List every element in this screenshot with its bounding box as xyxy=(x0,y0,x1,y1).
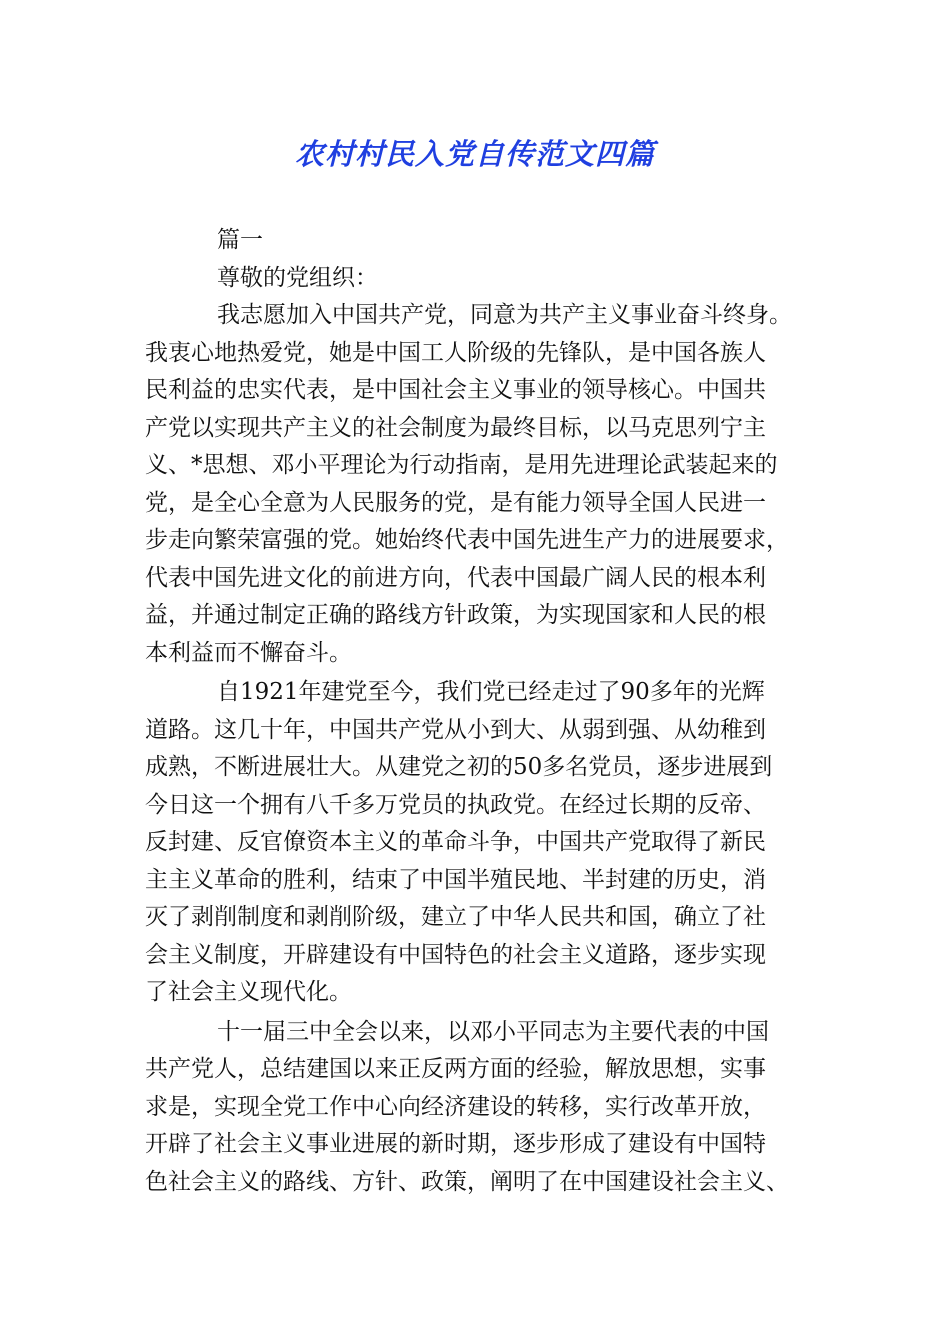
paragraph-line: 自1921年建党至今，我们党已经走过了90多年的光辉 xyxy=(217,679,765,705)
paragraph-line: 主主义革命的胜利，结束了中国半殖民地、半封建的历史，消 xyxy=(145,866,766,893)
paragraph-line: 了社会主义现代化。 xyxy=(145,979,352,1005)
paragraph-1 xyxy=(145,297,810,672)
paragraph-line: 共产党人，总结建国以来正反两方面的经验，解放思想，实事 xyxy=(145,1056,766,1082)
paragraph-line: 求是，实现全党工作中心向经济建设的转移，实行改革开放， xyxy=(145,1093,766,1120)
paragraph-line: 民利益的忠实代表，是中国社会主义事业的领导核心。中国共 xyxy=(145,377,766,403)
paragraph-line: 灭了剥削制度和剥削阶级，建立了中华人民共和国，确立了社 xyxy=(145,904,766,930)
paragraph-line: 道路。这几十年，中国共产党从小到大、从弱到强、从幼稚到 xyxy=(145,716,766,743)
paragraph-line: 益，并通过制定正确的路线方针政策，为实现国家和人民的根 xyxy=(145,602,766,628)
paragraph-line: 会主义制度，开辟建设有中国特色的社会主义道路，逐步实现 xyxy=(145,941,766,968)
section-label: 篇一 xyxy=(217,227,263,253)
paragraph-line: 成熟，不断进展壮大。从建党之初的50多名党员，逐步进展到 xyxy=(145,754,773,780)
paragraph-line: 党，是全心全意为人民服务的党，是有能力领导全国人民进一 xyxy=(145,489,766,516)
paragraph-line: 义、*思想、邓小平理论为行动指南，是用先进理论武装起来的 xyxy=(145,452,778,478)
paragraph-line: 步走向繁荣富强的党。她始终代表中国先进生产力的进展要求， xyxy=(145,527,789,553)
paragraph-line: 产党以实现共产主义的社会制度为最终目标，以马克思列宁主 xyxy=(145,414,766,441)
paragraph-line: 色社会主义的路线、方针、政策，阐明了在中国建设社会主义、 xyxy=(145,1168,789,1195)
paragraph-line: 代表中国先进文化的前进方向，代表中国最广阔人民的根本利 xyxy=(145,564,766,591)
salutation: 尊敬的党组织： xyxy=(217,264,378,291)
paragraph-line: 开辟了社会主义事业进展的新时期，逐步形成了建设有中国特 xyxy=(145,1131,766,1157)
paragraph-line: 本利益而不懈奋斗。 xyxy=(145,639,352,666)
paragraph-line: 十一届三中全会以来，以邓小平同志为主要代表的中国 xyxy=(217,1018,769,1045)
document-title: 农村村民入党自传范文四篇 xyxy=(294,137,655,171)
document-body xyxy=(145,222,810,1201)
paragraph-line: 我衷心地热爱党，她是中国工人阶级的先锋队，是中国各族人 xyxy=(145,339,766,366)
paragraph-3 xyxy=(145,1014,810,1202)
paragraph-line: 我志愿加入中国共产党，同意为共产主义事业奋斗终身。 xyxy=(217,302,792,328)
paragraph-2 xyxy=(145,674,810,1012)
paragraph-line: 反封建、反官僚资本主义的革命斗争，中国共产党取得了新民 xyxy=(145,829,766,855)
paragraph-line: 今日这一个拥有八千多万党员的执政党。在经过长期的反帝、 xyxy=(145,791,766,818)
